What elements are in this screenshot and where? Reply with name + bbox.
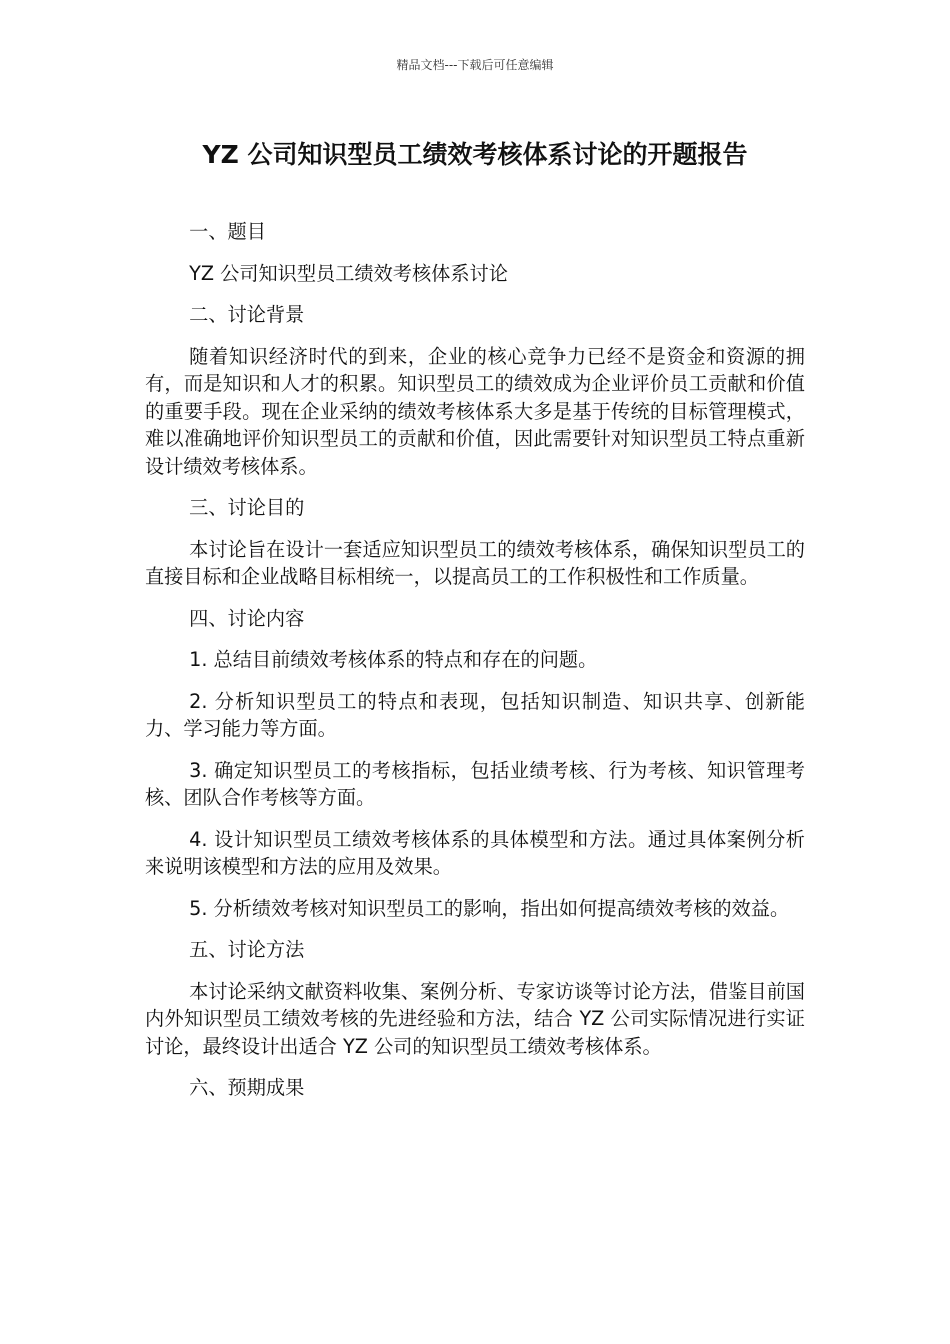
list-item-content-2: 2. 分析知识型员工的特点和表现，包括知识制造、知识共享、创新能力、学习能力等方面。 xyxy=(145,689,805,740)
section-heading-background: 二、讨论背景 xyxy=(189,303,305,326)
list-item-content-4: 4. 设计知识型员工绩效考核体系的具体模型和方法。通过具体案例分析来说明该模型和方法的应用及效果。 xyxy=(145,827,805,878)
document-body xyxy=(145,218,805,1116)
paragraph-background: 随着知识经济时代的到来，企业的核心竞争力已经不是资金和资源的拥有，而是知识和人才的积累。知识型员工的绩效成为企业评价员工贡献和价值的重要手段。现在企业采纳的绩效考核体系大多是基于传统的目标管理模式，难以准确地评价知识型员工的贡献和价值，因此需要针对知识型员工特点重新设计绩效考核体系。 xyxy=(145,344,805,478)
section-heading-expected-results: 六、预期成果 xyxy=(189,1076,305,1099)
paragraph-purpose: 本讨论旨在设计一套适应知识型员工的绩效考核体系，确保知识型员工的直接目标和企业战略目标相统一，以提高员工的工作积极性和工作质量。 xyxy=(145,537,805,588)
section-heading-topic: 一、题目 xyxy=(189,220,266,243)
document-title: YZ 公司知识型员工绩效考核体系讨论的开题报告 xyxy=(202,140,748,169)
list-item-content-5: 5. 分析绩效考核对知识型员工的影响，指出如何提高绩效考核的效益。 xyxy=(189,896,790,920)
section-heading-method: 五、讨论方法 xyxy=(189,938,305,961)
paragraph-method: 本讨论采纳文献资料收集、案例分析、专家访谈等讨论方法，借鉴目前国内外知识型员工绩效考核的先进经验和方法，结合 YZ 公司实际情况进行实证讨论，最终设计出适合 YZ 公司的知识型员工绩效考核体系。 xyxy=(145,979,805,1058)
list-item-content-1: 1. 总结目前绩效考核体系的特点和存在的问题。 xyxy=(189,648,598,671)
header-note: 精品文档---下载后可任意编辑 xyxy=(396,58,554,72)
list-item-content-3: 3. 确定知识型员工的考核指标，包括业绩考核、行为考核、知识管理考核、团队合作考核等方面。 xyxy=(145,758,805,809)
section-heading-purpose: 三、讨论目的 xyxy=(189,496,305,519)
section-heading-content: 四、讨论内容 xyxy=(189,606,305,630)
paragraph-topic: YZ 公司知识型员工绩效考核体系讨论 xyxy=(189,261,508,285)
